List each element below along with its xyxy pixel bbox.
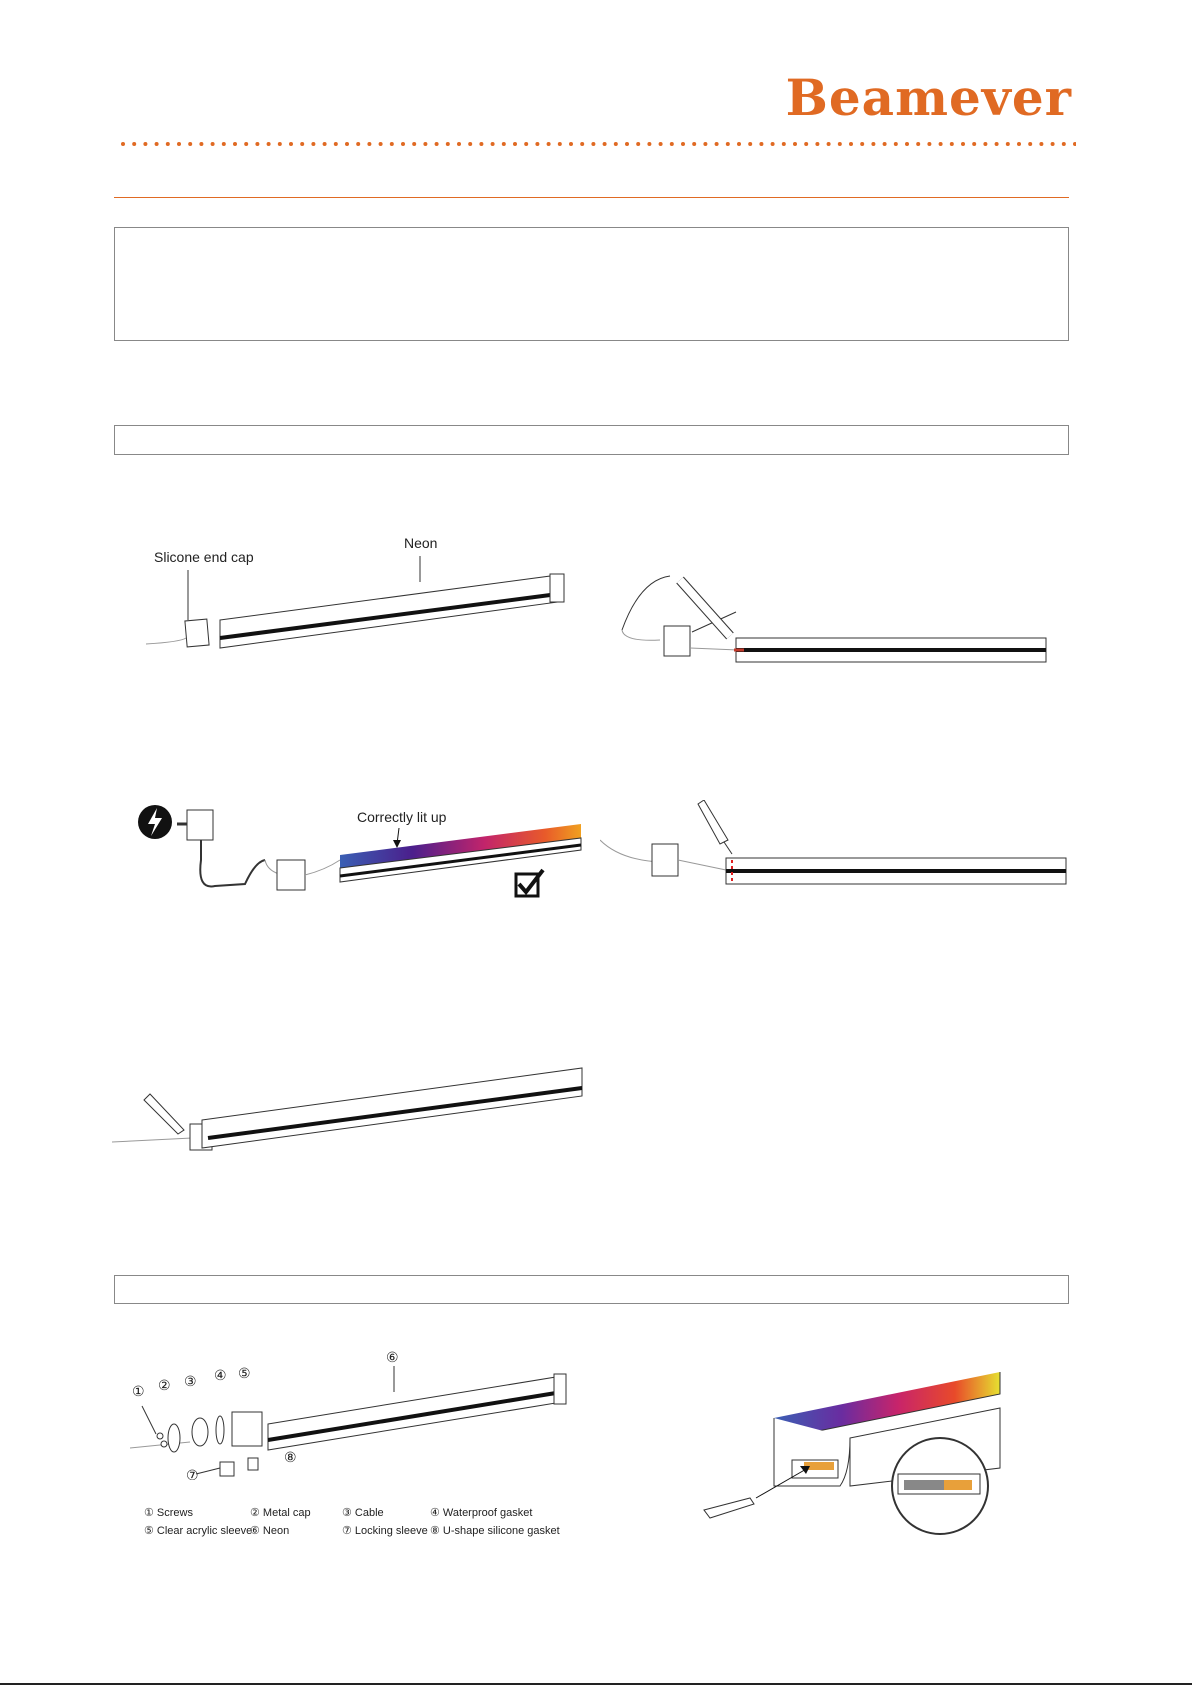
lit-label: Correctly lit up — [357, 809, 447, 825]
legend-item: ⑧ U-shape silicone gasket — [430, 1525, 560, 1537]
dotted-divider — [120, 141, 1076, 147]
legend-item: ① Screws — [144, 1507, 193, 1519]
part-number-5: ⑤ — [238, 1365, 251, 1381]
part-number-8: ⑧ — [284, 1449, 297, 1465]
orange-rule — [114, 197, 1069, 198]
part-number-4: ④ — [214, 1367, 227, 1383]
section-header-box-1 — [114, 425, 1069, 455]
legend-item: ⑦ Locking sleeve — [342, 1525, 428, 1537]
glue-illustration — [600, 800, 1070, 890]
legend-item: ② Metal cap — [250, 1507, 311, 1519]
cap-fit-illustration — [112, 1060, 587, 1160]
part-number-2: ② — [158, 1377, 171, 1393]
part-number-6: ⑥ — [386, 1350, 399, 1365]
power-test-illustration — [135, 800, 585, 910]
section-header-box-2 — [114, 1275, 1069, 1304]
part-number-3: ③ — [184, 1373, 197, 1389]
profile-section-illustration — [700, 1368, 1010, 1538]
glue-tube-icon — [144, 1094, 184, 1134]
end-cap-illustration — [140, 530, 570, 670]
soldering-illustration — [620, 570, 1050, 670]
legend-item: ⑥ Neon — [250, 1525, 290, 1537]
brand-logo: Beamever — [785, 68, 1072, 127]
glue-tube-icon — [698, 800, 728, 844]
parts-legend — [144, 1506, 584, 1542]
legend-item: ④ Waterproof gasket — [430, 1507, 533, 1519]
exploded-parts-illustration — [130, 1350, 570, 1480]
legend-item: ⑤ Clear acrylic sleeve — [144, 1525, 253, 1537]
neon-label: Neon — [404, 535, 438, 551]
legend-item: ③ Cable — [342, 1507, 384, 1519]
intro-box — [114, 227, 1069, 341]
end-cap-label: Slicone end cap — [154, 549, 254, 565]
part-number-1: ① — [132, 1383, 145, 1399]
part-number-7: ⑦ — [186, 1467, 199, 1480]
